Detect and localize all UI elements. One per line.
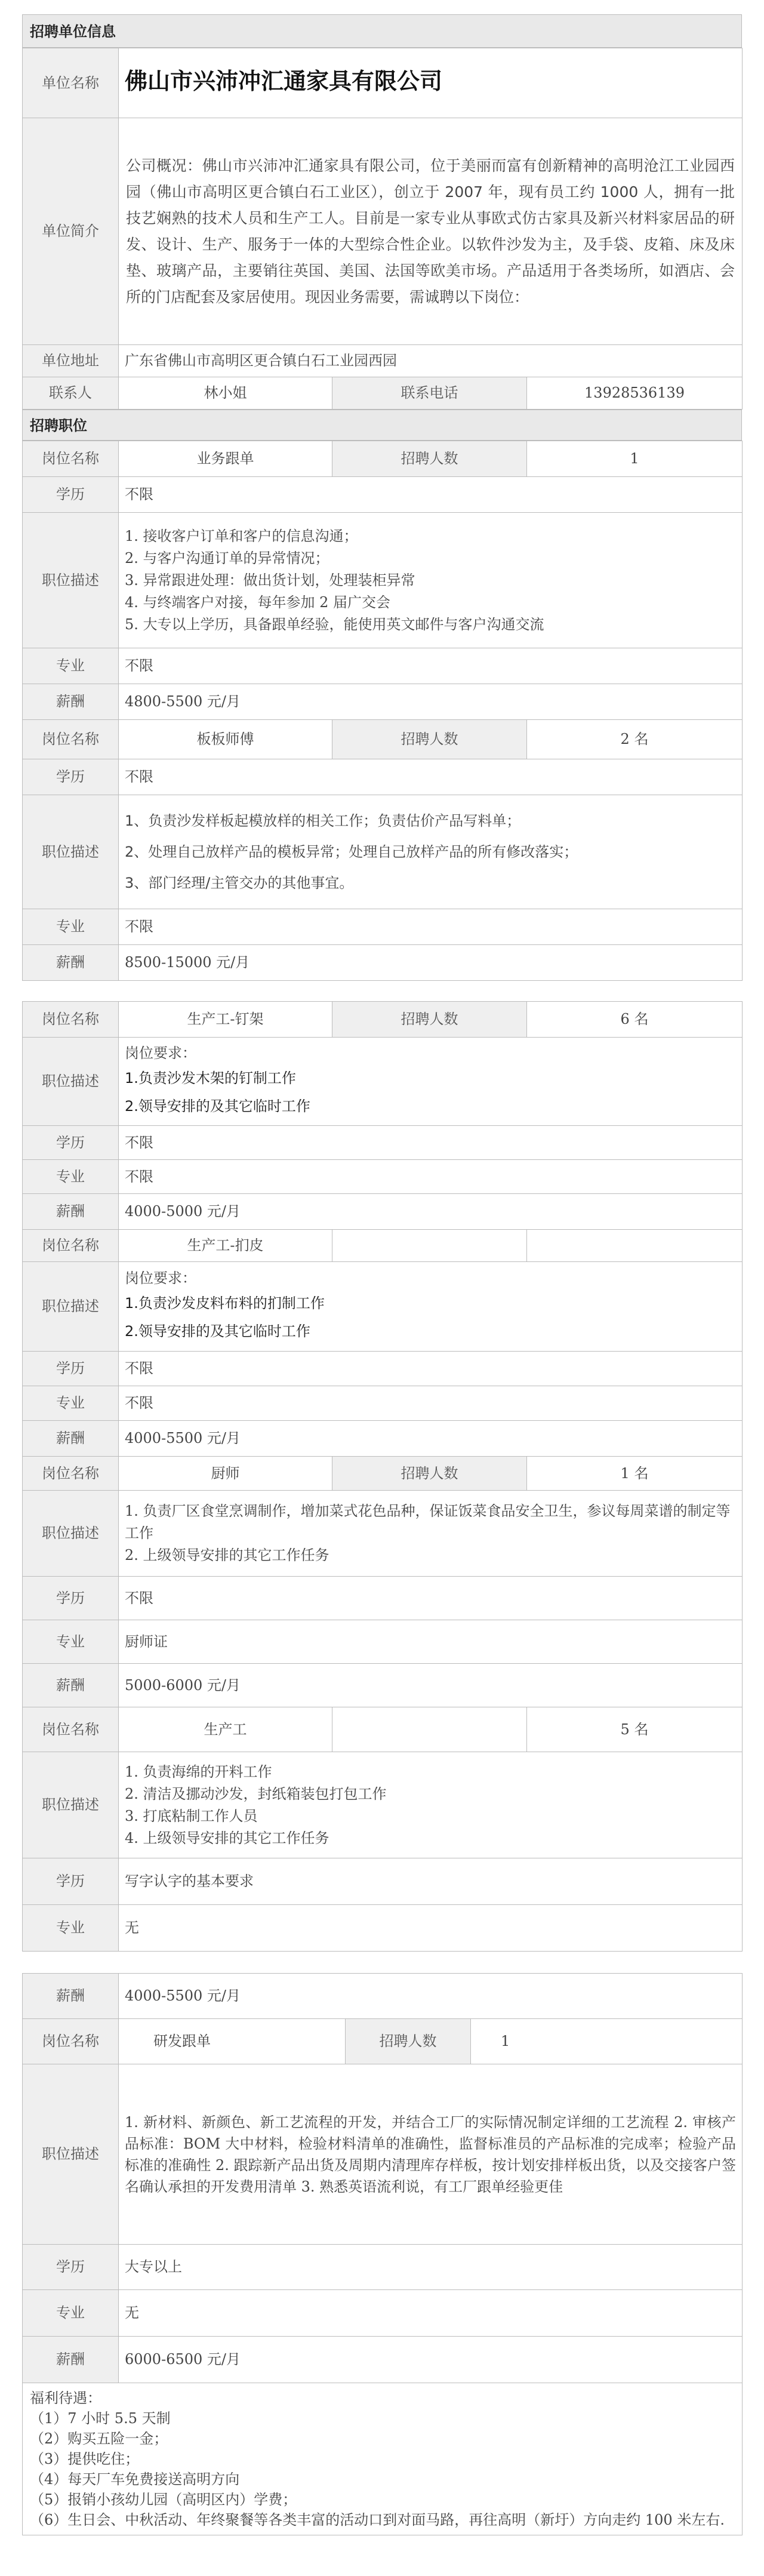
post-label: 岗位名称 bbox=[23, 1230, 119, 1262]
desc-line: 2. 清洁及挪动沙发，封纸箱装包打包工作 bbox=[125, 1785, 387, 1802]
job-post: 生产工-钉架 bbox=[119, 1002, 332, 1038]
desc-line: 2. 上级领导安排的其它工作任务 bbox=[125, 1547, 329, 1564]
company-intro: 公司概况：佛山市兴沛冲汇通家具有限公司，位于美丽而富有创新精神的高明沧江工业园西园（佛山市高明区更合镇白石工业区），创立于 2007 年，现有员工约 1000 人，拥有一批技艺娴熟的技术人员和生产工人。目前是一家专业从事欧式仿古家具及新兴材料家居品的研发、设计、生产、服务于一体的大型综合性企业。以软件沙发为主，及手袋、皮箱、床及床垫、玻璃产品，主要销往英国、美国、法国等欧美市场。产品适用于各类场所，如酒店、会所的门店配套及家居使用。现因业务需要，需诚聘以下岗位： bbox=[119, 118, 743, 345]
education-label: 学历 bbox=[23, 2245, 119, 2290]
major-label: 专业 bbox=[23, 909, 119, 945]
unit-addr-label: 单位地址 bbox=[23, 345, 119, 377]
job-education: 不限 bbox=[119, 1126, 743, 1160]
company-address: 广东省佛山市高明区更合镇白石工业园西园 bbox=[119, 345, 743, 377]
job-major: 无 bbox=[119, 1905, 743, 1952]
desc-label: 职位描述 bbox=[23, 513, 119, 648]
job-pay: 4000-5500 元/月 bbox=[119, 1421, 743, 1457]
pay-label: 薪酬 bbox=[23, 2337, 119, 2383]
desc-line: 1. 接收客户订单和客户的信息沟通； bbox=[125, 527, 358, 544]
education-label: 学历 bbox=[23, 477, 119, 513]
job-desc bbox=[119, 795, 743, 909]
pay-label: 薪酬 bbox=[23, 1421, 119, 1457]
desc-line: 2.领导安排的及其它临时工作 bbox=[125, 1098, 310, 1115]
pay-label: 薪酬 bbox=[23, 684, 119, 720]
pay-label: 薪酬 bbox=[23, 1664, 119, 1707]
desc-line: 2、处理自己放样产品的模板异常；处理自己放样产品的所有修改落实； bbox=[125, 844, 578, 860]
count-label: 招聘人数 bbox=[332, 1002, 527, 1038]
major-label: 专业 bbox=[23, 1160, 119, 1194]
post-label: 岗位名称 bbox=[23, 720, 119, 759]
post-label: 岗位名称 bbox=[23, 1002, 119, 1038]
job-education: 大专以上 bbox=[119, 2245, 743, 2290]
count-label: 招聘人数 bbox=[332, 441, 527, 477]
welfare-item: （3）提供吃住； bbox=[30, 2451, 140, 2467]
job-desc bbox=[119, 1262, 743, 1352]
desc-label: 职位描述 bbox=[23, 1752, 119, 1858]
job-post: 生产工 bbox=[119, 1707, 332, 1752]
job-pay: 5000-6000 元/月 bbox=[119, 1664, 743, 1707]
major-label: 专业 bbox=[23, 648, 119, 684]
major-label: 专业 bbox=[23, 1386, 119, 1421]
job-post: 厨师 bbox=[119, 1457, 332, 1491]
desc-line: 4. 上级领导安排的其它工作任务 bbox=[125, 1829, 329, 1846]
unit-intro-label: 单位简介 bbox=[23, 118, 119, 345]
welfare-item: （5）报销小孩幼儿园（高明区内）学费； bbox=[30, 2491, 297, 2508]
section-header-unit-info: 招聘单位信息 bbox=[22, 14, 742, 48]
job-major: 无 bbox=[119, 2290, 743, 2337]
job-count: 1 名 bbox=[527, 1457, 743, 1491]
job-pay: 6000-6500 元/月 bbox=[119, 2337, 743, 2383]
desc-line: 2.领导安排的及其它临时工作 bbox=[125, 1323, 310, 1340]
count-label: 招聘人数 bbox=[332, 1457, 527, 1491]
post-label: 岗位名称 bbox=[23, 1707, 119, 1752]
welfare-item: （4）每天厂车免费接送高明方向 bbox=[30, 2471, 240, 2488]
desc-line: 1. 负责厂区食堂烹调制作，增加菜式花色品种，保证饭菜食品安全卫生，参议每周菜谱的制定等工作 bbox=[125, 1503, 731, 1541]
education-label: 学历 bbox=[23, 1352, 119, 1386]
post-label: 岗位名称 bbox=[23, 1457, 119, 1491]
job-major: 不限 bbox=[119, 1386, 743, 1421]
job-post: 生产工-扪皮 bbox=[119, 1230, 332, 1262]
major-label: 专业 bbox=[23, 1905, 119, 1952]
job-major: 不限 bbox=[119, 909, 743, 945]
post-label: 岗位名称 bbox=[23, 2019, 119, 2064]
desc-line: 岗位要求： bbox=[125, 1045, 196, 1061]
job-pay: 4000-5500 元/月 bbox=[119, 1974, 743, 2019]
desc-line: 3. 异常跟进处理：做出货计划，处理装柜异常 bbox=[125, 571, 415, 589]
welfare-item: （1）7 小时 5.5 天制 bbox=[30, 2410, 171, 2427]
job-major: 不限 bbox=[119, 648, 743, 684]
job-pay: 4800-5500 元/月 bbox=[119, 684, 743, 720]
company-name: 佛山市兴沛冲汇通家具有限公司 bbox=[125, 68, 443, 94]
desc-label: 职位描述 bbox=[23, 1038, 119, 1126]
desc-line: 3. 打底粘制工作人员 bbox=[125, 1807, 258, 1824]
post-label: 岗位名称 bbox=[23, 441, 119, 477]
job-post: 板板师傅 bbox=[119, 720, 332, 759]
job-education: 不限 bbox=[119, 477, 743, 513]
phone-label: 联系电话 bbox=[332, 377, 527, 410]
job-count: 2 名 bbox=[527, 720, 743, 759]
desc-label: 职位描述 bbox=[23, 1491, 119, 1577]
pay-label: 薪酬 bbox=[23, 1974, 119, 2019]
major-label: 专业 bbox=[23, 2290, 119, 2337]
desc-line: 4. 与终端客户对接，每年参加 2 届广交会 bbox=[125, 593, 391, 611]
desc-line: 2. 与客户沟通订单的异常情况； bbox=[125, 549, 329, 567]
welfare-section bbox=[23, 2383, 743, 2535]
unit-name-label: 单位名称 bbox=[23, 48, 119, 118]
job-major: 厨师证 bbox=[119, 1620, 743, 1664]
section-header-jobs: 招聘职位 bbox=[22, 410, 742, 441]
job-desc bbox=[119, 1752, 743, 1858]
job-education: 不限 bbox=[119, 1352, 743, 1386]
job-post: 研发跟单 bbox=[119, 2019, 346, 2064]
jobs-table-3 bbox=[22, 1973, 743, 2535]
recruitment-page bbox=[22, 14, 742, 2535]
desc-line: 3、部门经理/主管交办的其他事宜。 bbox=[125, 875, 354, 891]
welfare-item: （6）生日会、中秋活动、年终聚餐等各类丰富的活动口到对面马路，再往高明（新圩）方向走约 100 米左右. bbox=[30, 2512, 725, 2528]
job-count: 6 名 bbox=[527, 1002, 743, 1038]
desc-line: 1.负责沙发木架的钉制工作 bbox=[125, 1070, 296, 1087]
education-label: 学历 bbox=[23, 1577, 119, 1620]
phone-value: 13928536139 bbox=[527, 377, 743, 410]
job-desc bbox=[119, 1038, 743, 1126]
welfare-item: （2）购买五险一金； bbox=[30, 2430, 168, 2447]
job-education: 不限 bbox=[119, 1577, 743, 1620]
job-pay: 4000-5000 元/月 bbox=[119, 1194, 743, 1230]
company-info-table bbox=[22, 48, 743, 410]
count-label: 招聘人数 bbox=[346, 2019, 471, 2064]
job-pay: 8500-15000 元/月 bbox=[119, 945, 743, 981]
count-label: 招聘人数 bbox=[332, 720, 527, 759]
job-post: 业务跟单 bbox=[119, 441, 332, 477]
desc-line: 5. 大专以上学历，具备跟单经验，能使用英文邮件与客户沟通交流 bbox=[125, 615, 544, 633]
education-label: 学历 bbox=[23, 1858, 119, 1905]
pay-label: 薪酬 bbox=[23, 945, 119, 981]
contact-value: 林小姐 bbox=[119, 377, 332, 410]
job-education: 写字认字的基本要求 bbox=[119, 1858, 743, 1905]
job-desc bbox=[119, 513, 743, 648]
jobs-table-1 bbox=[22, 441, 743, 981]
desc-label: 职位描述 bbox=[23, 795, 119, 909]
desc-label: 职位描述 bbox=[23, 2064, 119, 2245]
education-label: 学历 bbox=[23, 1126, 119, 1160]
desc-line: 1.负责沙发皮料布料的扪制工作 bbox=[125, 1295, 325, 1312]
major-label: 专业 bbox=[23, 1620, 119, 1664]
job-count: 1 bbox=[471, 2019, 743, 2064]
welfare-title: 福利待遇： bbox=[30, 2390, 101, 2406]
education-label: 学历 bbox=[23, 759, 119, 795]
job-count: 5 名 bbox=[527, 1707, 743, 1752]
desc-line: 岗位要求： bbox=[125, 1270, 196, 1287]
contact-label: 联系人 bbox=[23, 377, 119, 410]
pay-label: 薪酬 bbox=[23, 1194, 119, 1230]
job-major: 不限 bbox=[119, 1160, 743, 1194]
desc-line: 1、负责沙发样板起模放样的相关工作；负责估价产品写料单； bbox=[125, 812, 521, 829]
job-education: 不限 bbox=[119, 759, 743, 795]
job-desc: 1. 新材料、新颜色、新工艺流程的开发，并结合工厂的实际情况制定详细的工艺流程 2. 审核产品标准：BOM 大中材料，检验材料清单的准确性，监督标准员的产品标准的完成率；检验产品标准的准确性 2. 跟踪新产品出货及周期内清理库存样板，按计划安排样板出货，以及交接客户签名确认承担的开发费用清单 3. 熟悉英语流利说，有工厂跟单经验更佳 bbox=[119, 2064, 743, 2245]
desc-line: 1. 负责海绵的开料工作 bbox=[125, 1763, 272, 1780]
job-count: 1 bbox=[527, 441, 743, 477]
job-desc bbox=[119, 1491, 743, 1577]
jobs-table-2 bbox=[22, 1001, 743, 1952]
desc-label: 职位描述 bbox=[23, 1262, 119, 1352]
